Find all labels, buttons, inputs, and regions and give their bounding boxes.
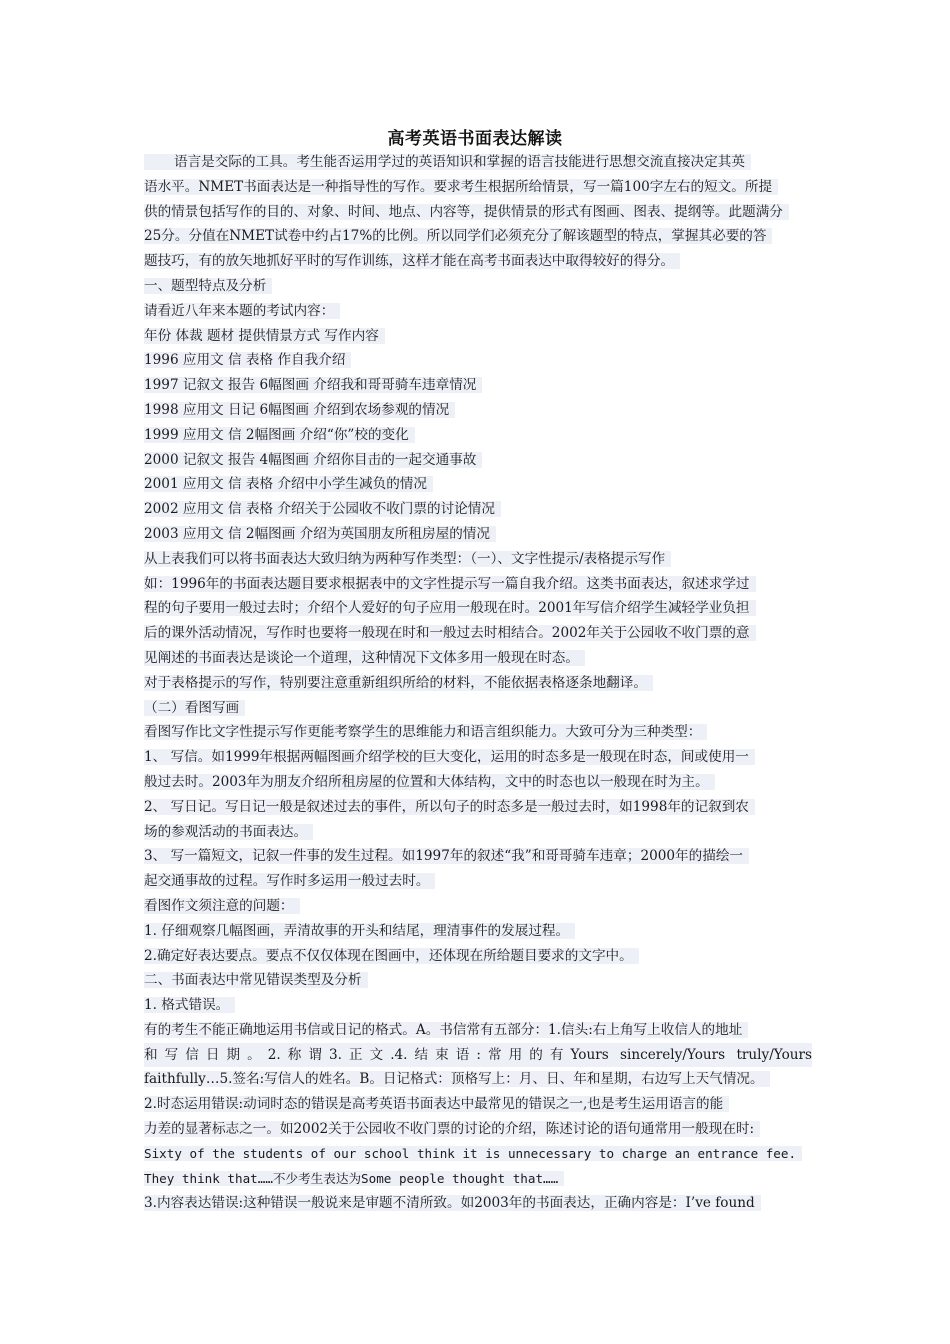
text-line-content: 25分。分值在NMET试卷中约占17%的比例。所以同学们必须充分了解该题型的特点，掌握其必要的答 (144, 228, 772, 244)
text-line-content: 请看近八年来本题的考试内容： (144, 303, 340, 319)
text-line (144, 200, 812, 225)
text-line (144, 596, 812, 621)
text-line (144, 324, 812, 349)
text-line-content: 1996 应用文 信 表格 作自我介绍 (144, 352, 351, 368)
text-line (144, 1142, 812, 1167)
text-line-content: 语言是交际的工具。考生能否运用学过的英语知识和掌握的语言技能进行思想交流直接决定其英 (144, 154, 751, 170)
text-line (144, 621, 812, 646)
text-line-content: 2000 记叙文 报告 4幅图画 介绍你目击的一起交通事故 (144, 452, 482, 468)
text-line-content: 3.内容表达错误:这种错误一般说来是审题不清所致。如2003年的书面表达，正确内容是：I’ve found (144, 1195, 761, 1211)
document-title: 高考英语书面表达解读 (387, 129, 563, 149)
text-line (144, 522, 812, 547)
text-line-content: 对于表格提示的写作，特别要注意重新组织所给的材料，不能依据表格逐条地翻译。 (144, 675, 653, 691)
text-line (144, 993, 812, 1018)
document-body (144, 150, 812, 1216)
text-line (144, 472, 812, 497)
text-line-content: 题技巧，有的放矢地抓好平时的写作训练，这样才能在高考书面表达中取得较好的得分。 (144, 253, 680, 269)
text-line-content: 2.确定好表达要点。要点不仅仅体现在图画中，还体现在所给题目要求的文字中。 (144, 948, 639, 964)
text-line-content: 1. 格式错误。 (144, 997, 235, 1013)
text-line (144, 844, 812, 869)
text-line (144, 820, 812, 845)
text-line-content: 和写信日期。2.称谓3.正文.4.结束语:常用的有Yours sincerely/Yours truly/Yours (144, 1043, 812, 1068)
text-line-content: 2001 应用文 信 表格 介绍中小学生减负的情况 (144, 476, 433, 492)
text-line (144, 224, 812, 249)
text-line-content: 看图写作比文字性提示写作更能考察学生的思维能力和语言组织能力。大致可分为三种类型： (144, 724, 707, 740)
text-line-content: 如：1996年的书面表达题目要求根据表中的文字性提示写一篇自我介绍。这类书面表达，叙述求学过 (144, 576, 756, 592)
text-line-content: 从上表我们可以将书面表达大致归纳为两种写作类型：（一）、文字性提示/表格提示写作 (144, 551, 671, 567)
text-line-content: 2002 应用文 信 表格 介绍关于公园收不收门票的讨论情况 (144, 501, 501, 517)
text-line (144, 894, 812, 919)
text-line (144, 1191, 812, 1216)
text-line (144, 869, 812, 894)
text-line-content: 起交通事故的过程。写作时多运用一般过去时。 (144, 873, 435, 889)
text-line (144, 1117, 812, 1142)
text-line (144, 547, 812, 572)
text-line-content: （二）看图写画 (144, 700, 245, 716)
text-line-content: 场的参观活动的书面表达。 (144, 824, 313, 840)
text-line-content: 程的句子要用一般过去时；介绍个人爱好的句子应用一般现在时。2001年写信介绍学生减轻学业负担 (144, 600, 756, 616)
text-line-content: 年份 体裁 题材 提供情景方式 写作内容 (144, 328, 385, 344)
text-line-content: faithfully…5.签名:写信人的姓名。B。日记格式：顶格写上：月、日、年和星期，右边写上天气情况。 (144, 1071, 770, 1087)
text-line-content: 般过去时。2003年为朋友介绍所租房屋的位置和大体结构，文中的时态也以一般现在时为主。 (144, 774, 715, 790)
text-line-content: 力差的显著标志之一。如2002关于公园收不收门票的讨论的介绍，陈述讨论的语句通常用一般现在时: (144, 1121, 760, 1137)
text-line-content: 后的课外活动情况，写作时也要将一般现在时和一般过去时相结合。2002年关于公园收不收门票的意 (144, 625, 756, 641)
text-line (144, 1167, 812, 1192)
text-line (144, 720, 812, 745)
text-line-content: 1997 记叙文 报告 6幅图画 介绍我和哥哥骑车违章情况 (144, 377, 482, 393)
text-line-content: 1999 应用文 信 2幅图画 介绍“你”校的变化 (144, 427, 415, 443)
text-line (144, 944, 812, 969)
text-line (144, 745, 812, 770)
text-line (144, 150, 812, 175)
text-line-content: 1. 仔细观察几幅图画，弄清故事的开头和结尾，理清事件的发展过程。 (144, 923, 575, 939)
text-line-content: 2003 应用文 信 2幅图画 介绍为英国朋友所租房屋的情况 (144, 526, 496, 542)
text-line (144, 448, 812, 473)
text-line (144, 497, 812, 522)
text-line-content: 二、书面表达中常见错误类型及分析 (144, 972, 368, 988)
text-line-content: 有的考生不能正确地运用书信或日记的格式。A。书信常有五部分：1.信头:右上角写上收信人的地址 (144, 1022, 748, 1038)
text-line (144, 1067, 812, 1092)
text-line (144, 423, 812, 448)
text-line (144, 1043, 812, 1068)
text-line (144, 671, 812, 696)
text-line (144, 646, 812, 671)
text-line (144, 175, 812, 200)
text-line (144, 795, 812, 820)
text-line-content: 3、 写一篇短文，记叙一件事的发生过程。如1997年的叙述“我”和哥哥骑车违章；2000年的描绘一 (144, 848, 749, 864)
text-line-content: 一、题型特点及分析 (144, 278, 272, 294)
text-line-content: They think that……不少考生表达为Some people thought that…… (144, 1171, 564, 1186)
text-line-content: 1、 写信。如1999年根据两幅图画介绍学校的巨大变化，运用的时态多是一般现在时态，间或使用一 (144, 749, 755, 765)
text-line (144, 348, 812, 373)
text-line (144, 696, 812, 721)
text-line-content: 供的情景包括写作的目的、对象、时间、地点、内容等，提供情景的形式有图画、图表、提纲等。此题满分 (144, 204, 789, 220)
text-line (144, 274, 812, 299)
text-line-content: 看图作文须注意的问题： (144, 898, 300, 914)
text-line (144, 919, 812, 944)
text-line (144, 299, 812, 324)
text-line (144, 1092, 812, 1117)
text-line (144, 770, 812, 795)
text-line (144, 398, 812, 423)
text-line (144, 1018, 812, 1043)
text-line-content: Sixty of the students of our school think it is unnecessary to charge an entrance fee. (144, 1146, 802, 1161)
text-line-content: 2、 写日记。写日记一般是叙述过去的事件，所以句子的时态多是一般过去时，如1998年的记叙到农 (144, 799, 755, 815)
text-line-content: 见阐述的书面表达是谈论一个道理，这种情况下文体多用一般现在时态。 (144, 650, 585, 666)
text-line (144, 572, 812, 597)
text-line (144, 249, 812, 274)
text-line-content: 1998 应用文 日记 6幅图画 介绍到农场参观的情况 (144, 402, 455, 418)
text-line-content: 2.时态运用错误:动词时态的错误是高考英语书面表达中最常见的错误之一,也是考生运用语言的能 (144, 1096, 729, 1112)
text-line (144, 373, 812, 398)
text-line-content: 语水平。NMET书面表达是一种指导性的写作。要求考生根据所给情景，写一篇100字左右的短文。所提 (144, 179, 778, 195)
text-line (144, 968, 812, 993)
